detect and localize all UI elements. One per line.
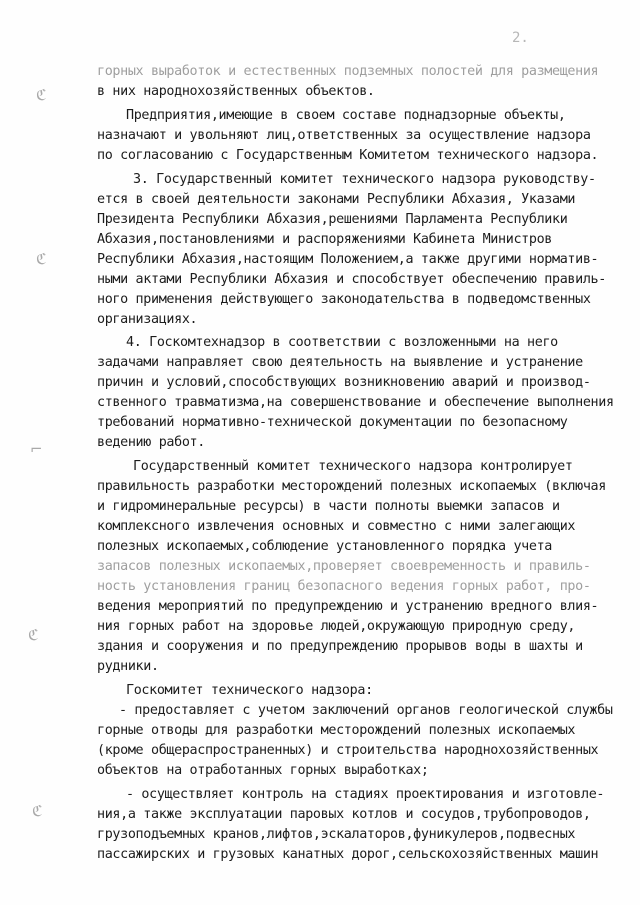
text-line: комплексного извлечения основных и совместно с ними залегающих [97,519,576,534]
text-line: и гидроминеральные ресурсы) в части полноты выемки запасов и [97,499,560,514]
text-line: горных выработок и естественных подземных полостей для размещения [97,64,599,79]
text-line: причин и условий,способствующих возникновению аварий и производ- [97,375,591,390]
text-line: ного применения действующего законодательства в подведомственных [97,292,591,307]
text-line: грузоподъемных кранов,лифтов,эскалаторов,фуникулеров,подвесных [97,827,576,842]
text-line: запасов полезных ископаемых,проверяет своевременность и правиль- [97,559,591,574]
text-line: Республики Абхазия,настоящим Положением,а также другими норматив- [97,252,599,267]
text-line: ется в своей деятельности законами Республики Абхазия, Указами [97,192,576,207]
text-line: требований нормативно-технической документации по безопасному [97,415,568,430]
page-number: 2. [512,30,529,46]
text-line: назначают и увольняют лиц,ответственных за осуществление надзора [97,128,591,143]
margin-mark: ℭ [36,86,47,104]
text-line: Президента Республики Абхазия,решениями Парламента Республики [97,212,568,227]
margin-mark: ℭ [32,802,43,820]
text-line: 4. Госкомтехнадзор в соответствии с возложенными на него [126,335,558,350]
text-line: горные отводы для разработки месторождений полезных ископаемых [97,723,576,738]
text-line: объектов на отработанных горных выработках; [97,763,429,778]
text-line: ния горных работ на здоровье людей,окружающую природную среду, [97,619,576,634]
text-line: в них народнохозяйственных объектов. [97,84,375,99]
text-line: Госкомитет технического надзора: [126,683,373,698]
text-line: ными актами Республики Абхазия и способствует обеспечению правиль- [97,272,606,287]
margin-mark: ⌐ [30,440,43,458]
text-line: Предприятия,имеющие в своем составе поднадзорные объекты, [126,108,566,123]
text-line: Государственный комитет технического надзора контролирует [133,459,573,474]
text-line: здания и сооружения и по предупреждению прорывов воды в шахты и [97,639,583,654]
text-line: рудники. [97,659,159,674]
text-line: ность установления границ безопасного ведения горных работ, про- [97,579,591,594]
text-line: Абхазия,постановлениями и распоряжениями Кабинета Министров [97,232,552,247]
text-line: правильность разработки месторождений полезных ископаемых (включая [97,479,606,494]
text-line: - осуществляет контроль на стадиях проектирования и изготовле- [126,787,605,802]
margin-mark: ℭ [36,250,47,268]
text-line: (кроме общераспространенных) и строительства народнохозяйственных [97,743,599,758]
text-line: ведению работ. [97,435,205,450]
text-line: ния,а также эксплуатации паровых котлов и сосудов,трубопроводов, [97,807,591,822]
text-line: организациях. [97,312,198,327]
text-line: по согласованию с Государственным Комитетом технического надзора. [97,148,599,163]
margin-mark: ℭ [28,626,39,644]
text-line: полезных ископаемых,соблюдение установленного порядка учета [97,539,552,554]
text-line: ведения мероприятий по предупреждению и устранению вредного влия- [97,599,599,614]
text-line: - предоставляет с учетом заключений органов геологической службы [119,703,613,718]
text-line: ственного травматизма,на совершенствование и обеспечение выполнения [97,395,614,410]
text-line: задачами направляет свою деятельность на выявление и устранение [97,355,583,370]
text-line: пассажирских и грузовых канатных дорог,сельскохозяйственных машин [97,847,599,862]
text-line: 3. Государственный комитет технического надзора руководству- [133,172,596,187]
